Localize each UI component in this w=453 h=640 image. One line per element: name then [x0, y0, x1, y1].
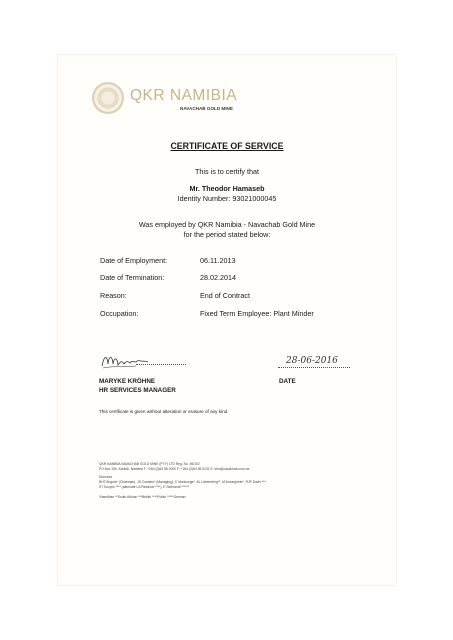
- signer-name: MARYKE KRÖHNE: [99, 378, 156, 385]
- employment-statement: [58, 220, 396, 239]
- handwritten-date: 28-06-2016: [286, 356, 338, 366]
- signer-title: HR SERVICES MANAGER: [99, 387, 176, 394]
- detail-label-termination: Date of Termination:: [100, 273, 165, 282]
- footer-company-line: QKR NAMIBIA NAVACHAB GOLD MINE (PTY) LTD Reg. No. 95/102: [99, 462, 200, 466]
- employee-name: Mr. Theodor Hamaseb: [189, 184, 265, 193]
- logo-subtitle: NAVACHAB GOLD MINE: [180, 106, 233, 111]
- date-dotted-line: [278, 367, 350, 368]
- certificate-page: [58, 55, 396, 585]
- footer-nationality-key: *Namibian **South African ***British ****Polish *****German: [99, 495, 186, 499]
- certificate-title: CERTIFICATE OF SERVICE: [170, 141, 284, 151]
- identity-number: Identity Number: 93021000045: [177, 194, 277, 203]
- logo-seal-icon: [92, 82, 124, 114]
- footer-directors-line-2: ST Kozyck **** (alternate LA Reddock ****), E Siebrandt ******: [99, 485, 190, 489]
- handwritten-signature: [100, 350, 186, 372]
- detail-label-employment: Date of Employment:: [100, 256, 168, 265]
- employment-statement-line-1: Was employed by QKR Namibia - Navachab Gold Mine: [138, 220, 316, 229]
- signature-dotted-line: [136, 364, 186, 365]
- date-label: DATE: [279, 378, 296, 385]
- certify-intro: This is to certify that: [195, 167, 259, 176]
- company-logo: [92, 82, 262, 116]
- employment-statement-line-2: for the period stated below:: [183, 229, 271, 239]
- footer-contact-line: PO Box 150, Karibib, Namibia T: +264 (0)64 55 2000 F: +264 (0)64 55 0231 E: info@navachab.com.na: [99, 467, 250, 471]
- detail-value-employment: 06.11.2013: [200, 256, 236, 265]
- footer-directors-line-1: BHT Angula* (Chairman), JS Coetzee* (Managing), C Monkonge*, AL Liebenberg**, M Amunghete*, RJP Davis ***,: [99, 480, 267, 484]
- logo-brand-text: QKR NAMIBIA: [130, 87, 238, 104]
- detail-value-termination: 28.02.2014: [200, 273, 236, 282]
- detail-label-occupation: Occupation:: [100, 309, 139, 318]
- detail-value-reason: End of Contract: [200, 291, 250, 300]
- detail-value-occupation: Fixed Term Employee: Plant Minder: [200, 309, 314, 318]
- footer-directors-label: Directors: [99, 475, 113, 479]
- certificate-note: This certificate is given without alteration or erasure of any kind.: [99, 409, 229, 414]
- detail-label-reason: Reason:: [100, 291, 127, 300]
